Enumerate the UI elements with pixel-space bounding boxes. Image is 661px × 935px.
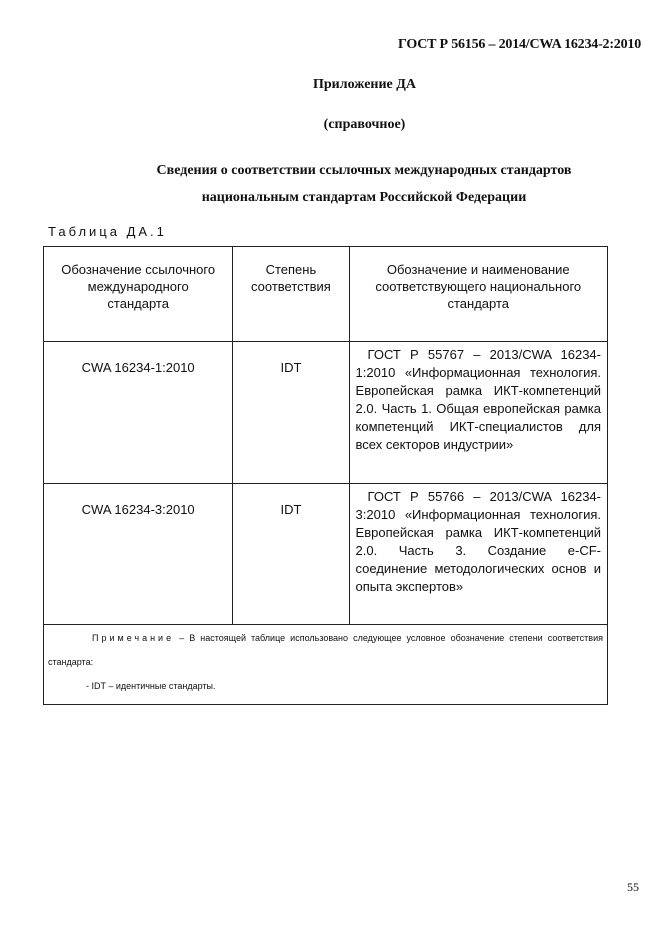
page-number: 55 <box>627 880 639 894</box>
cell-international-code: CWA 16234-1:2010 <box>44 342 233 484</box>
header-text: Обозначение и наименование <box>386 262 570 277</box>
header-text: международного <box>87 279 189 294</box>
table-caption: Таблица ДА.1 <box>48 224 167 239</box>
table-note <box>44 625 608 705</box>
table-row <box>44 342 608 484</box>
appendix-title: Приложение ДА <box>312 77 417 92</box>
header-text: соответствующего национального <box>375 279 582 294</box>
note-text: – В настоящей таблице использовано следующее условное обозначение степени соответствия стандарта: <box>48 633 603 667</box>
table-row <box>44 484 608 625</box>
section-heading <box>64 157 661 211</box>
document-number: ГОСТ Р 56156 – 2014/CWA 16234-2:2010 <box>397 37 641 52</box>
header-degree <box>233 247 349 342</box>
correspondence-table <box>43 246 608 705</box>
cell-national-standard: ГОСТ Р 55766 – 2013/CWA 16234-3:2010 «Информационная технология. Европейская рамка ИКТ-компетенций 2.0. Часть 3. Создание e-CF-соединение методологических основ и опыта экспертов» <box>349 484 607 625</box>
table-note-row <box>44 625 608 705</box>
section-heading-line-2: национальным стандартам Российской Федерации <box>201 190 527 205</box>
header-text: Обозначение ссылочного <box>61 262 216 277</box>
cell-national-standard: ГОСТ Р 55767 – 2013/CWA 16234-1:2010 «Информационная технология. Европейская рамка ИКТ-компетенций 2.0. Часть 1. Общая европейская рамка компетенций ИКТ-специалистов для всех секторов индустрии» <box>349 342 607 484</box>
header-international-standard <box>44 247 233 342</box>
table-header-row <box>44 247 608 342</box>
header-text: стандарта <box>107 296 169 311</box>
header-national-standard <box>349 247 607 342</box>
note-prefix: Примечание <box>92 633 175 643</box>
cell-degree: IDT <box>233 342 349 484</box>
cell-international-code: CWA 16234-3:2010 <box>44 484 233 625</box>
section-heading-line-1: Сведения о соответствии ссылочных международных стандартов <box>156 163 572 178</box>
note-item: - IDT – идентичные стандарты. <box>86 681 216 691</box>
header-text: стандарта <box>447 296 510 311</box>
cell-degree: IDT <box>233 484 349 625</box>
appendix-subtitle: (справочное) <box>323 117 406 132</box>
header-text: Степень <box>265 262 317 277</box>
header-text: соответствия <box>251 279 331 294</box>
